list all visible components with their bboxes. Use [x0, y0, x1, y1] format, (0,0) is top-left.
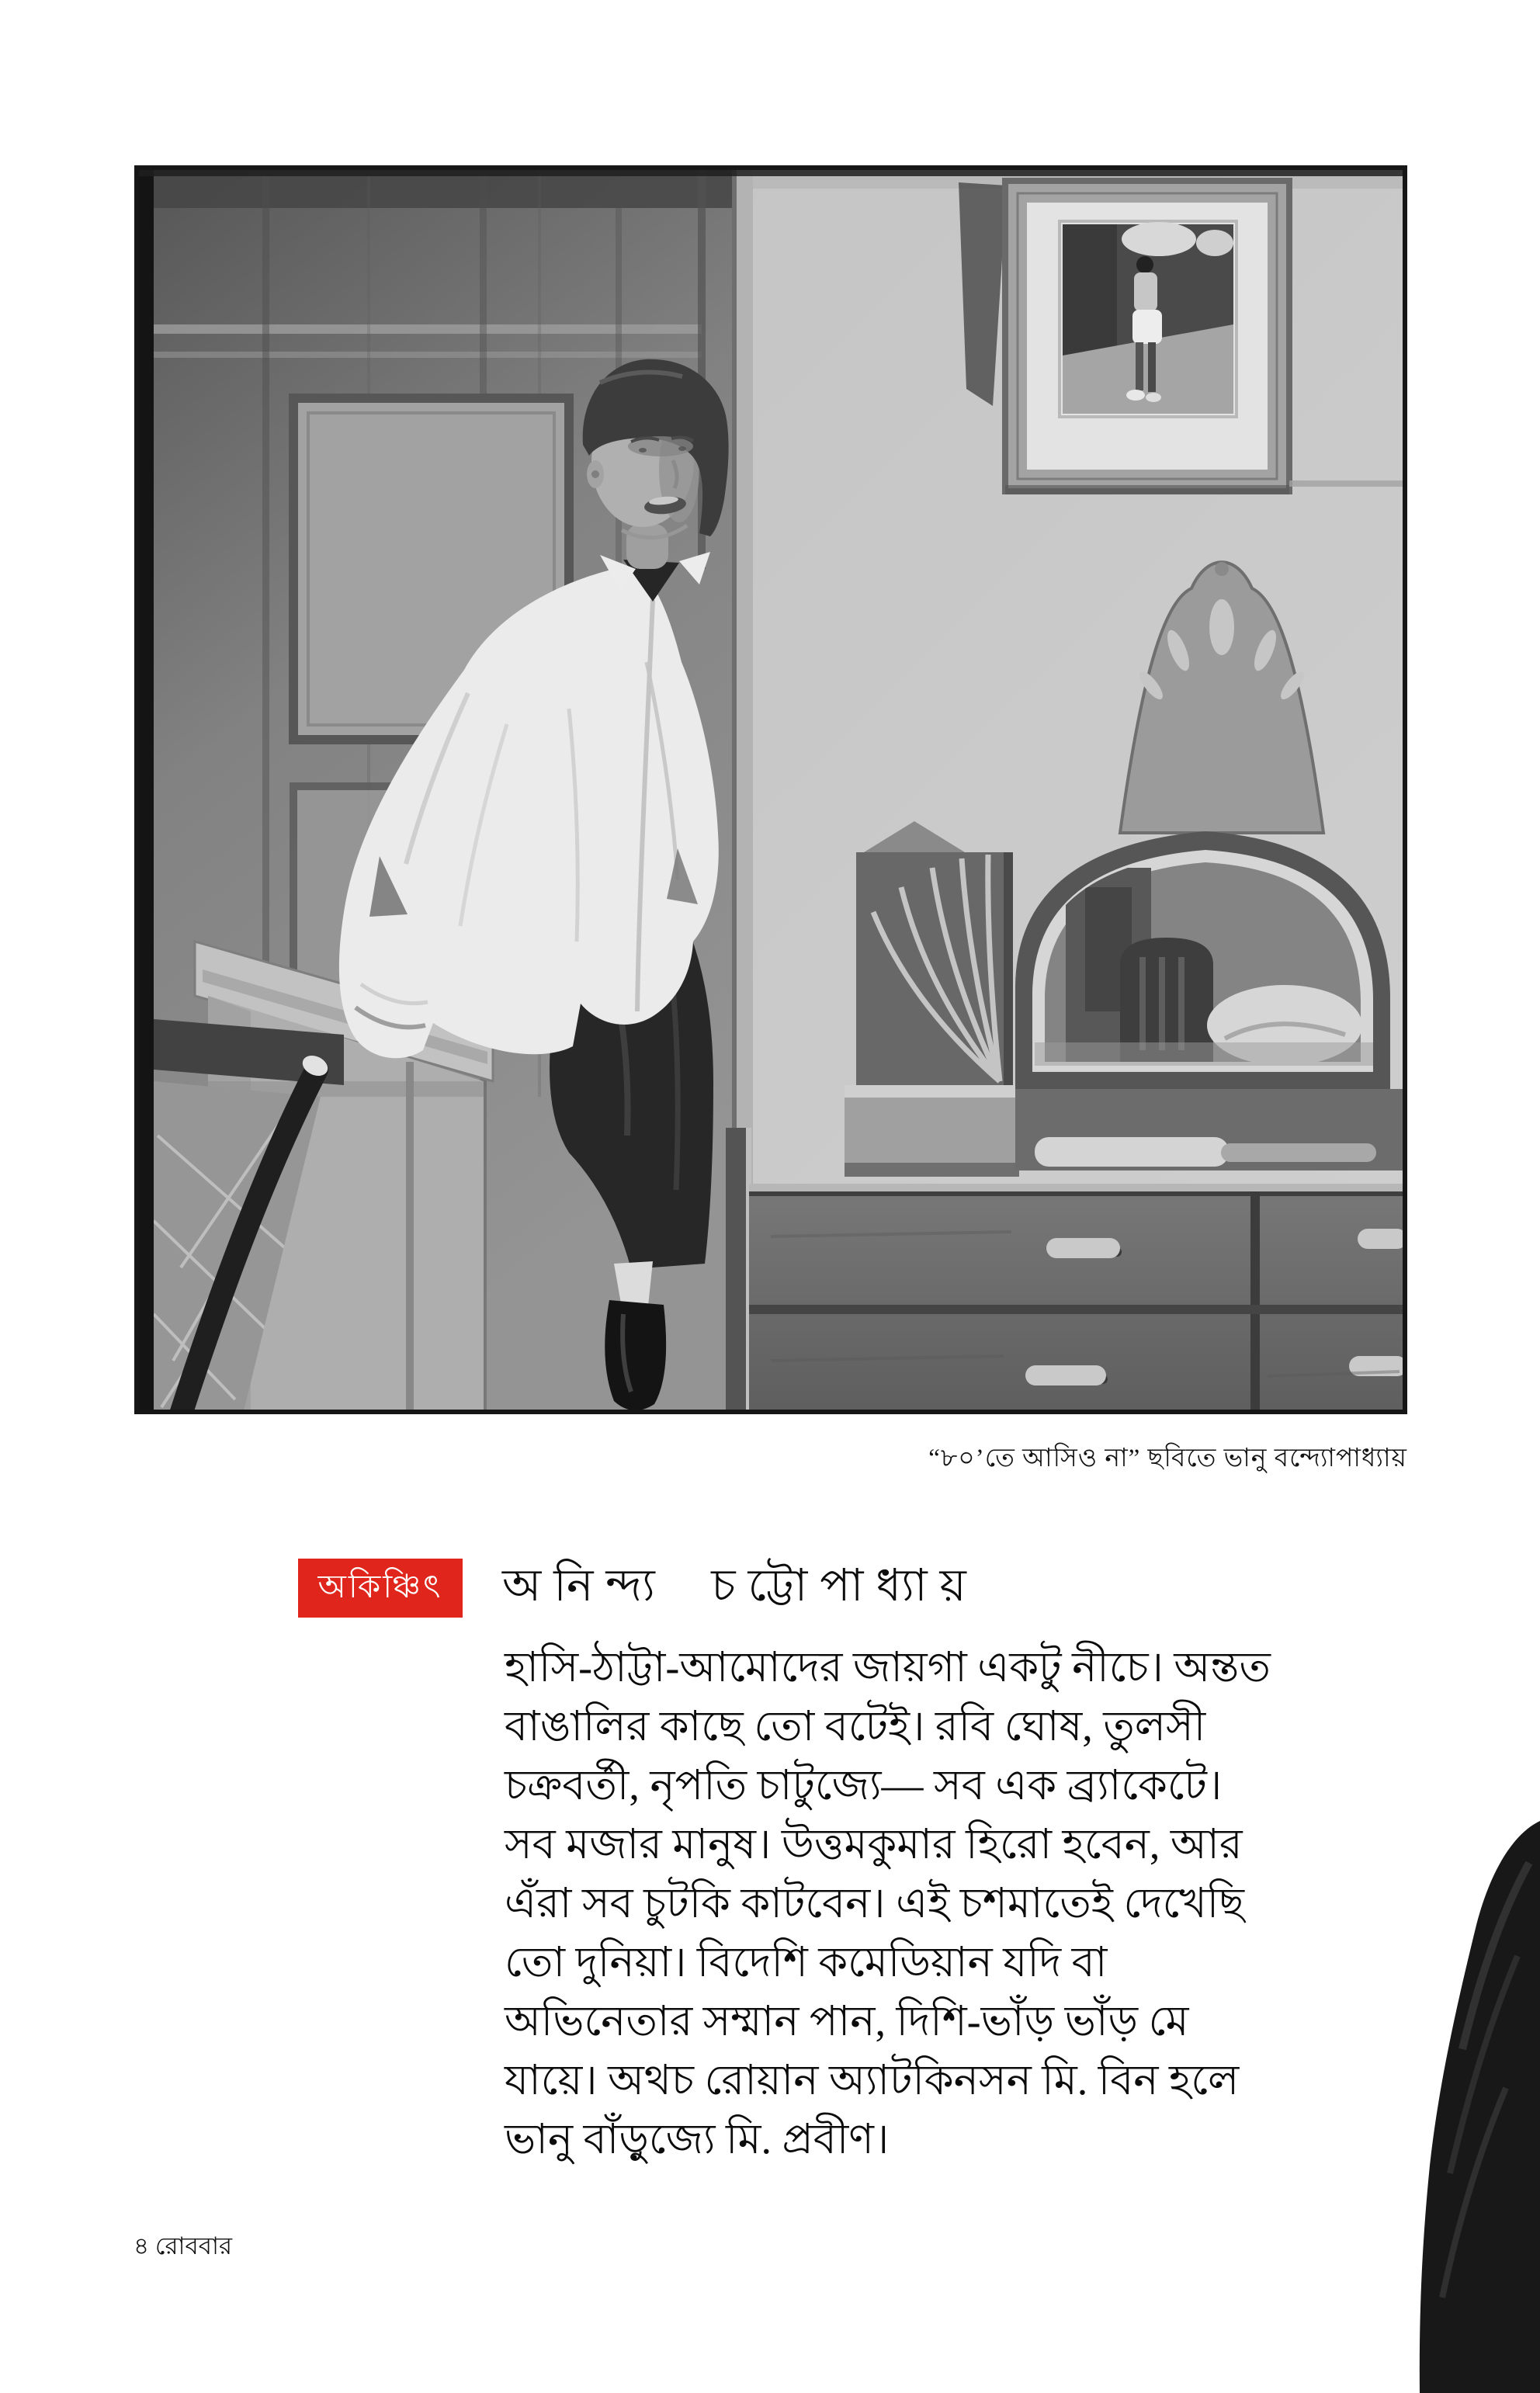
article-body — [505, 1638, 1343, 2169]
section-badge — [298, 1559, 463, 1618]
article-line: হাসি-ঠাট্টা-আমোদের জায়গা একটু নীচে। অন্তত — [505, 1644, 1271, 1691]
photo-caption: “৮০’তে আসিও না” ছবিতে ভানু বন্দ্যোপাধ্যায় — [928, 1444, 1407, 1472]
article-line: চক্রবর্তী, নৃপতি চাটুজ্যে— সব এক ব্র্যাকেটে। — [505, 1762, 1223, 1809]
adjacent-photo-fragment — [1413, 1816, 1540, 2393]
article-line: অভিনেতার সম্মান পান, দিশি-ভাঁড় ভাঁড় মে — [505, 1998, 1189, 2044]
article-line: ভানু বাঁড়ুজ্যে মি. প্রবীণ। — [505, 2116, 890, 2162]
article-line: সব মজার মানুষ। উত্তমকুমার হিরো হবেন, আর — [505, 1821, 1243, 1868]
article-line: বাঙালির কাছে তো বটেই। রবি ঘোষ, তুলসী — [505, 1703, 1206, 1750]
article-line: এঁরা সব চুটকি কাটবেন। এই চশমাতেই দেখেছি — [505, 1880, 1244, 1927]
actor-shoe — [605, 1300, 666, 1410]
film-still-art — [134, 165, 1407, 1414]
author-byline: অনিন্দ্য চট্টোপাধ্যায় — [502, 1560, 979, 1611]
actor-neck — [626, 524, 668, 569]
page-number-label: ৪ রোববার — [134, 2232, 233, 2259]
article-line: যায়ে। অথচ রোয়ান অ্যাটকিনসন মি. বিন হলে — [505, 2057, 1240, 2103]
article-line: তো দুনিয়া। বিদেশি কমেডিয়ান যদি বা — [505, 1939, 1108, 1985]
section-badge-label: অকিঞ্চিৎ — [317, 1569, 443, 1605]
film-still-photo — [134, 165, 1407, 1414]
